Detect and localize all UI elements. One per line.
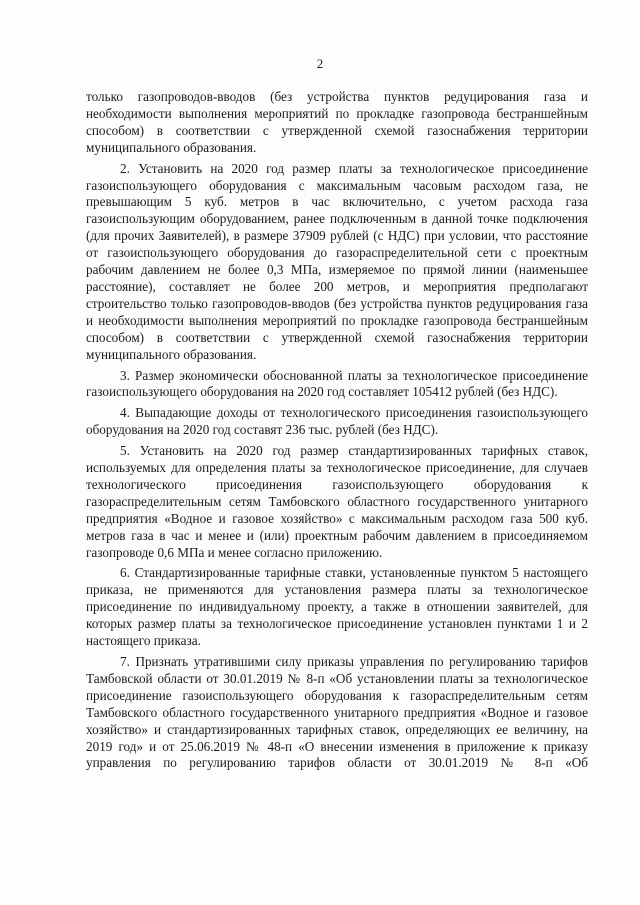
paragraph-3: 3. Размер экономически обоснованной платы за технологическое присоединение газоиспользующего оборудования на 2020 год составляет 105412 рублей (без НДС). [86, 367, 588, 400]
paragraph-1-continuation: только газопроводов-вводов (без устройства пунктов редуцирования газа и необходимости выполнения мероприятий по прокладке газопровода бестраншейным способом) в соответствии с утвержденной схемой газоснабжения территории муниципального образования. [86, 89, 588, 155]
paragraph-7: 7. Признать утратившими силу приказы управления по регулированию тарифов Тамбовской области от 30.01.2019 № 8-п «Об установлении платы за технологическое присоединение газоиспользующего оборудования к газораспределительным сетям Тамбовского областного государственного унитарного предприятия «Водное и газовое хозяйство» и стандартизированных тарифных ставок, определяющих ее величину, на 2019 год» и от 25.06.2019 № 48-п «О внесении изменения в приложение к приказу управления по регулированию тарифов области от 30.01.2019 № 8-п «Об [86, 654, 588, 771]
document-body [86, 89, 588, 772]
paragraph-2: 2. Установить на 2020 год размер платы за технологическое присоединение газоиспользующего оборудования с максимальным часовым расходом газа, не превышающим 5 куб. метров в час включительно, с учетом расхода газа газоиспользующим оборудованием, ранее подключенным в данной точке подключения (для прочих Заявителей), в размере 37909 рублей (с НДС) при условии, что расстояние от газоиспользующего оборудования до газораспределительной сети с проектным рабочим давлением не более 0,3 МПа, измеряемое по прямой линии (наименьшее расстояние), составляет не более 200 метров, и мероприятия предполагают строительство только газопроводов-вводов (без устройства пунктов редуцирования газа и необходимости выполнения мероприятий по прокладке газопровода бестраншейным способом) в соответствии с утвержденной схемой газоснабжения территории муниципального образования. [86, 160, 588, 362]
paragraph-6: 6. Стандартизированные тарифные ставки, установленные пунктом 5 настоящего приказа, не применяются для установления размера платы за технологическое присоединение по индивидуальному проекту, а также в отношении заявителей, для которых размер платы за технологическое присоединение установлен пунктами 1 и 2 настоящего приказа. [86, 565, 588, 649]
page-number: 2 [316, 56, 324, 71]
paragraph-5: 5. Установить на 2020 год размер стандартизированных тарифных ставок, используемых для определения платы за технологическое присоединение, для случаев технологического присоединения газоиспользующего оборудования к газораспределительным сетям Тамбовского областного государственного унитарного предприятия «Водное и газовое хозяйство» с максимальным расходом газа 500 куб. метров газа в час и менее и (или) проектным рабочим давлением в присоединяемом газопроводе 0,6 МПа и менее согласно приложению. [86, 443, 588, 560]
paragraph-4: 4. Выпадающие доходы от технологического присоединения газоиспользующего оборудования на 2020 год составят 236 тыс. рублей (без НДС). [86, 405, 588, 438]
